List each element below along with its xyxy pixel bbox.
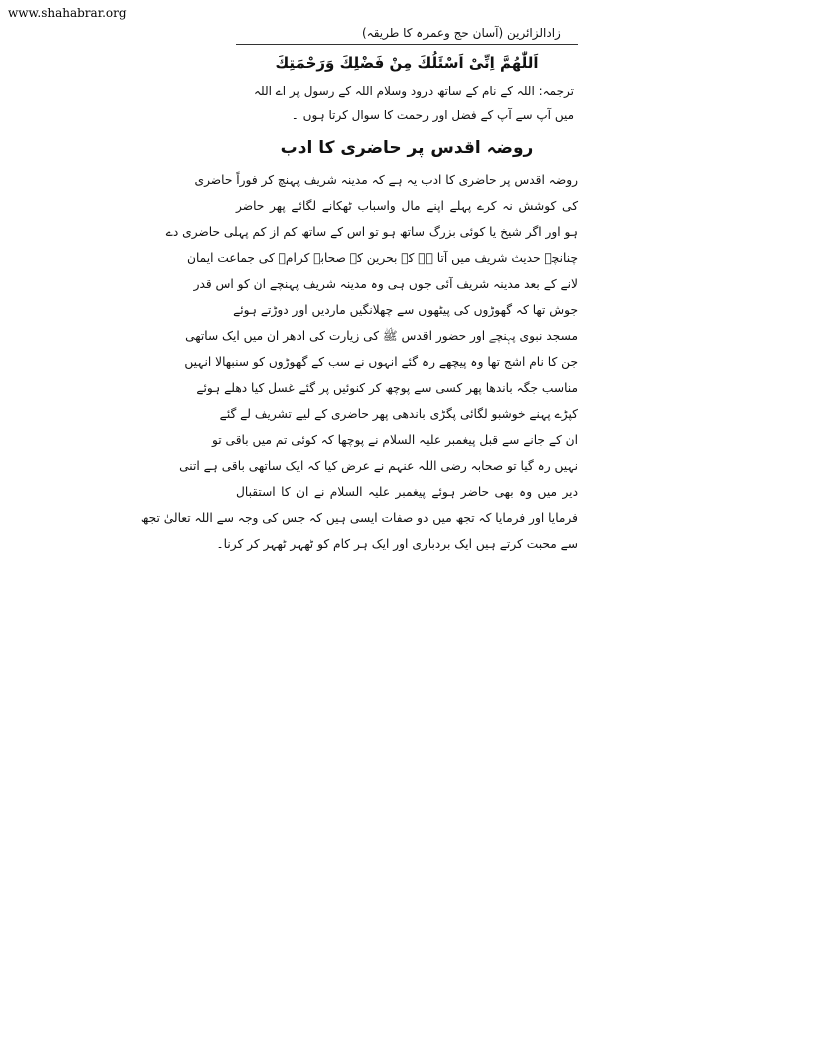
site-url: www.shahabrar.org — [8, 6, 127, 20]
translation-line: میں آپ سے آپ کے فضل اور رحمت کا سوال کرتا ہوں ۔ — [291, 108, 574, 122]
body-line: فرمایا اور فرمایا کہ تجھ میں دو صفات ایسی ہیں کہ جس کی وجہ سے اللہ تعالیٰ تجھ — [140, 511, 578, 525]
translation-line: ترجمہ: اللہ کے نام کے ساتھ درود وسلام اللہ کے رسول پر اے اللہ — [253, 84, 574, 98]
body-line: جن کا نام اشج تھا وہ پیچھے رہ گئے انہوں نے سب کے گھوڑوں کو سنبھالا انہیں — [184, 355, 578, 369]
section-body — [140, 167, 578, 557]
body-line: سے محبت کرتے ہیں ایک بردباری اور ایک ہر کام کو ٹھہر ٹھہر کر کرنا۔ — [216, 537, 578, 551]
section-heading: روضہ اقدس پر حاضری کا ادب — [280, 138, 534, 158]
body-line: دیر میں وہ بھی حاضر ہوئے پیغمبر علیہ السلام نے ان کا استقبال — [236, 485, 578, 499]
body-line: نہیں رہ گیا تو صحابہ رضی اللہ عنہم نے عرض کیا کہ ایک ساتھی باقی ہے اتنی — [179, 459, 578, 473]
body-line: لانے کے بعد مدینہ شریف آئی جوں ہی وہ مدینہ شریف پہنچے ان کو اس قدر — [193, 277, 578, 291]
body-line: روضہ اقدس پر حاضری کا ادب یہ ہے کہ مدینہ شریف پہنچ کر فوراً حاضری — [194, 173, 578, 187]
arabic-dua: اَللّٰهُمَّ اِنِّیْ اَسْئَلُكَ مِنْ فَضْلِكَ وَرَحْمَتِكَ — [275, 54, 539, 72]
body-line: مسجد نبوی پہنچے اور حضور اقدس ﷺ کی زیارت کی ادھر ان میں ایک ساتھی — [185, 329, 578, 343]
running-header — [236, 22, 578, 45]
body-line: جوش تھا کہ گھوڑوں کی پیٹھوں سے چھلانگیں ماردیں اور دوڑتے ہوئے — [233, 303, 578, 317]
body-line: چنانچہ حدیث شریف میں آتا ہے کہ بحرین کے صحابہ کرامؓ کی جماعت ایمان — [187, 251, 578, 265]
running-title: زادالزائرین (آسان حج وعمرہ کا طریقہ) — [362, 26, 561, 40]
body-line: کی کوشش نہ کرے پہلے اپنے مال واسباب ٹھکانے لگائے پھر حاضر — [236, 199, 578, 213]
dua-translation — [236, 79, 578, 127]
body-line: ان کے جانے سے قبل پیغمبر علیہ السلام نے پوچھا کہ کوئی تم میں باقی تو — [211, 433, 578, 447]
body-line: کپڑے پہنے خوشبو لگائی پگڑی باندھی پھر حاضری کے لیے تشریف لے گئے — [219, 407, 578, 421]
book-page — [140, 22, 578, 557]
body-line: ہو اور اگر شیخ یا کوئی بزرگ ساتھ ہو تو اس کے ساتھ کم از کم پہلی حاضری دے — [165, 225, 578, 239]
body-line: مناسب جگہ باندھا پھر کسی سے پوچھ کر کنوئیں پر گئے غسل کیا دھلے ہوئے — [196, 381, 578, 395]
